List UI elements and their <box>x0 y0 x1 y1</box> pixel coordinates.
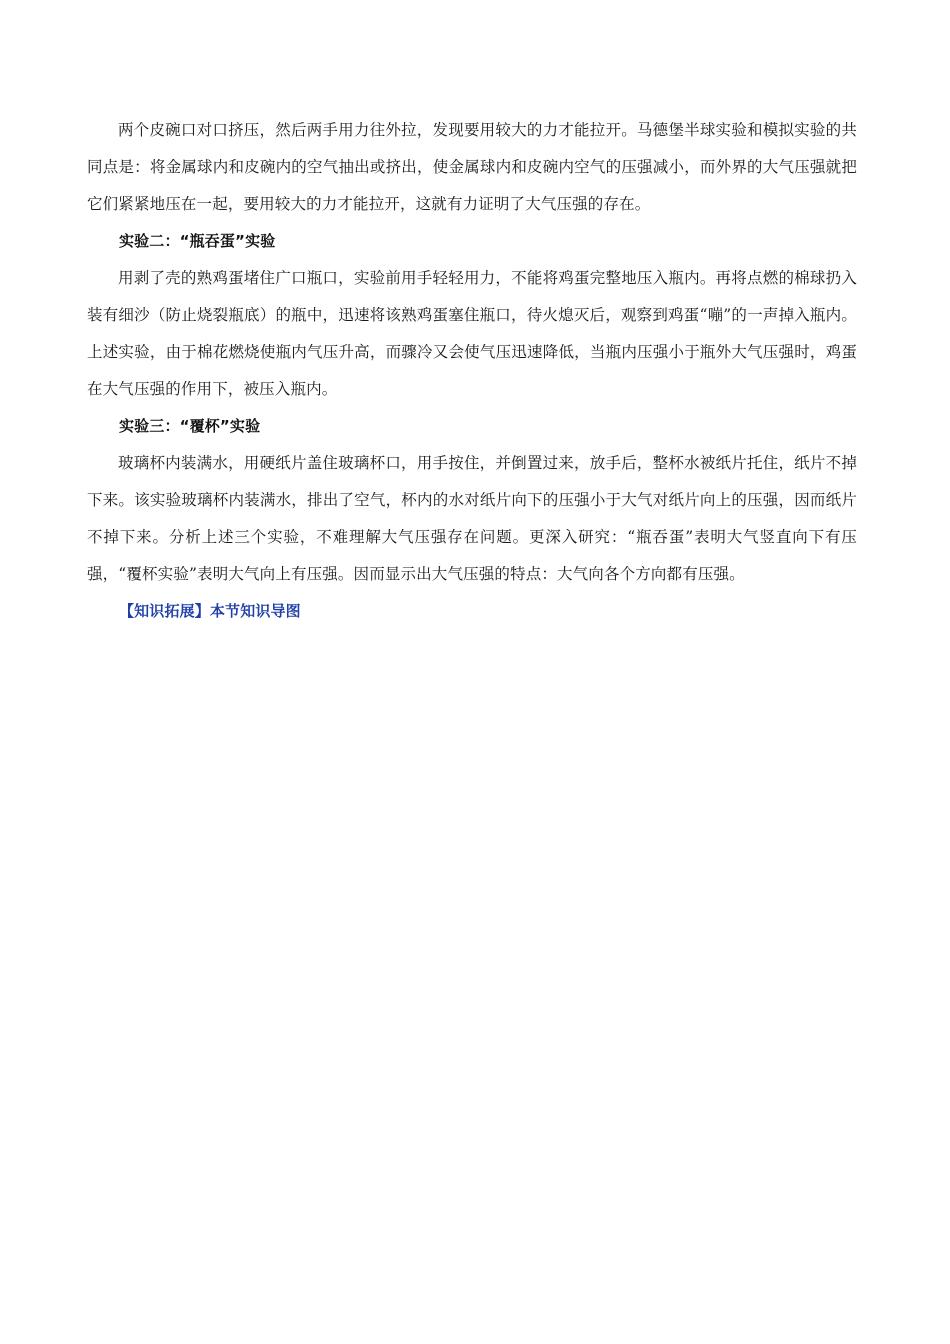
document-body <box>87 112 857 630</box>
heading-knowledge-extension: 【知识拓展】本节知识导图 <box>119 602 301 620</box>
paragraph-magdeburg-summary: 两个皮碗口对口挤压，然后两手用力往外拉，发现要用较大的力才能拉开。马德堡半球实验和模拟实验的共同点是：将金属球内和皮碗内的空气抽出或挤出，使金属球内和皮碗内空气的压强减小，而外界的大气压强就把它们紧紧地压在一起，要用较大的力才能拉开，这就有力证明了大气压强的存在。 <box>87 121 857 213</box>
paragraph-bottle-egg: 用剥了壳的熟鸡蛋堵住广口瓶口，实验前用手轻轻用力，不能将鸡蛋完整地压入瓶内。再将点燃的棉球扔入装有细沙（防止烧裂瓶底）的瓶中，迅速将该熟鸡蛋塞住瓶口，待火熄灭后，观察到鸡蛋“嘣”的一声掉入瓶内。上述实验，由于棉花燃烧使瓶内气压升高，而骤冷又会使气压迅速降低，当瓶内压强小于瓶外大气压强时，鸡蛋在大气压强的作用下，被压入瓶内。 <box>87 269 857 398</box>
heading-experiment-two: 实验二：“瓶吞蛋”实验 <box>119 232 276 250</box>
heading-experiment-three: 实验三：“覆杯”实验 <box>119 417 261 435</box>
paragraph-cup-cover: 玻璃杯内装满水，用硬纸片盖住玻璃杯口，用手按住，并倒置过来，放手后，整杯水被纸片托住，纸片不掉下来。该实验玻璃杯内装满水，排出了空气，杯内的水对纸片向下的压强小于大气对纸片向上的压强，因而纸片不掉下来。分析上述三个实验，不难理解大气压强存在问题。更深入研究：“瓶吞蛋”表明大气竖直向下有压强，“覆杯实验”表明大气向上有压强。因而显示出大气压强的特点：大气向各个方向都有压强。 <box>87 454 857 583</box>
